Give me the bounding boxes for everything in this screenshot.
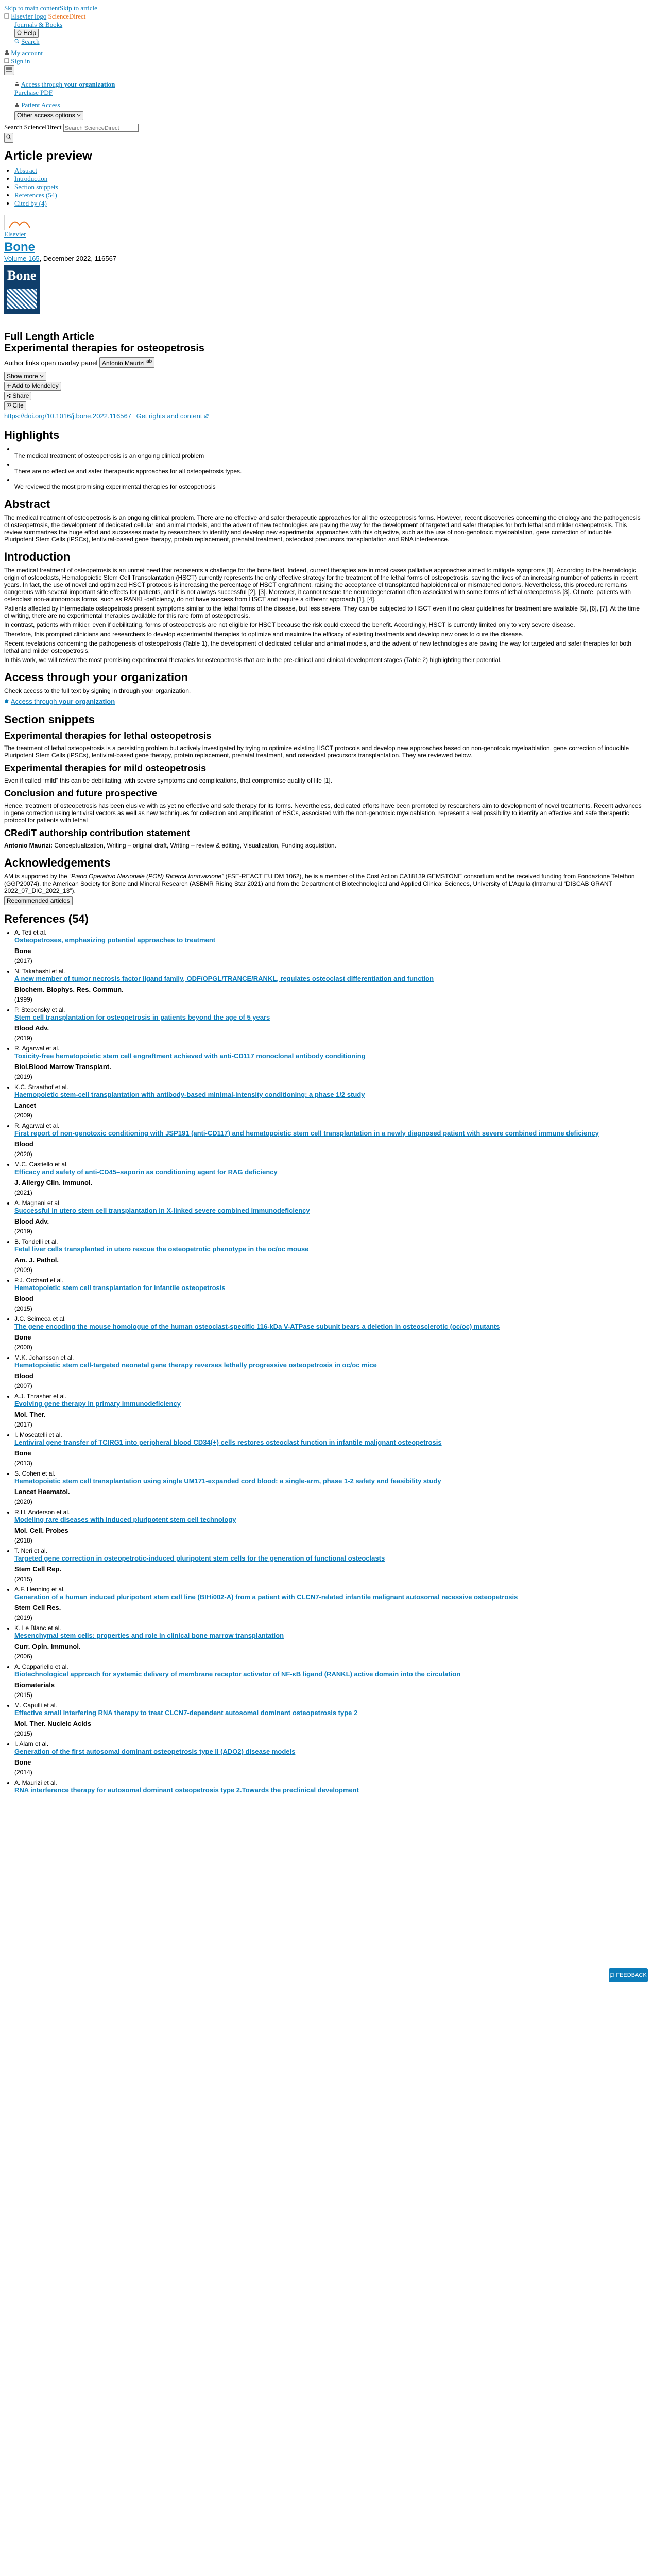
reference-item: [14, 1509, 643, 1544]
reference-year: (2015): [14, 1691, 32, 1699]
reference-year: (2015): [14, 1730, 32, 1738]
credit-heading: CRediT authorship contribution statement: [4, 828, 191, 839]
snippet-heading: Conclusion and future prospective: [4, 788, 158, 799]
journal-name[interactable]: Bone: [4, 240, 35, 255]
reference-author: • I. Moscatelli et al.: [14, 1431, 62, 1439]
reference-author: • K.C. Straathof et al.: [14, 1083, 68, 1091]
intro-paragraph: The medical treatment of osteopetrosis is an unmet need that represents a challenge for the bone field. Indeed, current therapies are in most cases palliative approaches aimed to mitigate symptoms [1]. According to the hematologic origin of osteoclasts, Hematopoietic Stem Cell Transplantation (HSCT) currently represents the only effective strategy for the treatment of the lethal forms of osteopetrosis, saving the lives of an increasing number of patients in recent years. In fact, the use of novel and optimized HSCT protocols is increasing the percentage of HSCT engraftment, raising the acceptance of transplanted haploidentical or mismatched donors. Nevertheless, this procedure remains dangerous with several important side effects for patients, and it is not always successful [2], [3]. Moreover, it cannot rescue the neurodegeneration often associated with some forms of lethal osteopetrosis [3]. Of note, patients with osteoclast non-autonomous forms, such as RANKL-deficiency, do not have success from HSCT and require a different approach [1], [4].: [4, 567, 638, 603]
reference-title-link[interactable]: RNA interference therapy for autosomal dominant osteopetrosis type 2.Towards the preclinical development: [14, 1786, 359, 1794]
chevron-down-icon: [40, 374, 44, 378]
search-input[interactable]: Search ScienceDirect: [63, 124, 139, 132]
article-preview-heading: Article preview: [4, 149, 92, 163]
reference-title-link[interactable]: Hematopoietic stem cell transplantation for infantile osteopetrosis: [14, 1284, 226, 1292]
reference-journal: Blood Adv.: [14, 1024, 49, 1032]
reference-journal: Lancet Haematol.: [14, 1488, 70, 1496]
reference-title-link[interactable]: Successful in utero stem cell transplantation in X-linked severe combined immunodeficiency: [14, 1207, 310, 1215]
access-box-link[interactable]: [11, 698, 115, 705]
journal-cover-art: [7, 289, 37, 309]
menu-button[interactable]: [4, 65, 14, 75]
reference-title-link[interactable]: Efficacy and safety of anti-CD45–saporin as conditioning agent for RAG deficiency: [14, 1168, 278, 1176]
abstract-text: The medical treatment of osteopetrosis is an ongoing clinical problem. There are no effective and safer therapeutic approaches for all the osteopetrosis forms. However, recent discoveries concerning the etiology and the pathogenesis of osteopetrosis, the development of dedicated cellular and animal models, and the advent of new technologies are paving the way for the development of targeted and safer therapies for both lethal and milder osteopetrosis. This review summarizes the huge effort and successes made by researchers to identify and develop new experimental approaches with this objective, such as the use of non-genotoxic myeloablation, gene correction of inducible Pluripotent Stem Cells (iPSCs), lentiviral-based gene therapy, protein replacement, prenatal treatment, osteoclast precursors transplantation and RNA interference.: [4, 514, 641, 544]
credit-statement: [4, 842, 643, 849]
introduction-heading: Introduction: [4, 550, 71, 564]
author-name: Antonio Maurizi: [102, 360, 145, 367]
reference-title-link[interactable]: Effective small interfering RNA therapy to treat CLCN7-dependent autosomal dominant osteopetrosis type 2: [14, 1709, 358, 1717]
reference-item: [14, 1393, 643, 1428]
outline-cited-by-link[interactable]: Cited by (4): [14, 199, 47, 208]
reference-title-link[interactable]: Lentiviral gene transfer of TCIRG1 into peripheral blood CD34(+) cells restores osteoclast function in infantile malignant osteopetrosis: [14, 1438, 442, 1447]
reference-author: • T. Neri et al.: [14, 1547, 48, 1555]
reference-title-link[interactable]: Stem cell transplantation for osteopetrosis in patients beyond the age of 5 years: [14, 1013, 270, 1022]
chevron-down-icon: [77, 113, 81, 117]
reference-title-link[interactable]: First report of non-genotoxic conditioning with JSP191 (anti-CD117) and hematopoietic stem cell transplantation in a newly diagnosed patient with severe combined immune deficiency: [14, 1129, 599, 1138]
reference-title-link[interactable]: Fetal liver cells transplanted in utero rescue the osteopetrotic phenotype in the oc/oc mouse: [14, 1245, 309, 1253]
intro-paragraph: Therefore, this prompted clinicians and researchers to develop experimental therapies to optimize and maximize the efficacy of existing treatments and develop new ones to cure the disease.: [4, 631, 524, 638]
search-link[interactable]: Search: [21, 38, 40, 45]
add-mendeley-label: Add to Mendeley: [12, 382, 59, 390]
reference-item: [14, 929, 643, 964]
access-organization-link[interactable]: [21, 80, 115, 88]
search-icon: [14, 39, 20, 44]
reference-year: (2015): [14, 1575, 32, 1583]
reference-item: [14, 1277, 643, 1312]
journal-cover[interactable]: [4, 265, 40, 314]
access-suffix: your organization: [64, 80, 115, 88]
ack-italic: “Piano Operativo Nazionale (PON) Ricerca Innovazione”: [69, 873, 224, 880]
reference-year: (1999): [14, 996, 32, 1004]
reference-journal: Stem Cell Res.: [14, 1604, 61, 1612]
reference-year: (2019): [14, 1614, 32, 1622]
feedback-label: FEEDBACK: [616, 1972, 647, 1978]
outline-item: [14, 175, 643, 183]
share-label: Share: [12, 392, 29, 400]
share-button[interactable]: [4, 392, 31, 400]
reference-title-link[interactable]: Modeling rare diseases with induced pluripotent stem cell technology: [14, 1516, 236, 1524]
reference-title-link[interactable]: Toxicity-free hematopoietic stem cell engraftment achieved with anti-CD117 monoclonal antibody conditioning: [14, 1052, 366, 1060]
references-heading: References (54): [4, 912, 89, 926]
add-mendeley-button[interactable]: [4, 382, 61, 391]
reference-title-link[interactable]: Osteopetroses, emphasizing potential approaches to treatment: [14, 936, 216, 944]
highlights-list: [4, 445, 643, 490]
reference-author: • M.K. Johansson et al.: [14, 1354, 74, 1362]
reference-journal: Blood: [14, 1140, 33, 1148]
reference-author: • S. Cohen et al.: [14, 1470, 56, 1478]
reference-title-link[interactable]: The gene encoding the mouse homologue of the human osteoclast-specific 116-kDa V-ATPase subunit bears a deletion in osteosclerotic (oc/oc) mutants: [14, 1323, 500, 1331]
sign-in-icon: [4, 58, 9, 63]
highlight-item: [14, 445, 643, 460]
hamburger-icon: [6, 67, 12, 72]
reference-author: • R. Agarwal et al.: [14, 1045, 60, 1053]
snippet-text: Even if called “mild” this can be debilitating, with severe symptoms and complications, that compromise quality of life [1].: [4, 777, 332, 785]
reference-journal: Stem Cell Rep.: [14, 1565, 62, 1573]
search-label: Search ScienceDirect: [4, 123, 62, 131]
reference-title-link[interactable]: Generation of a human induced pluripotent stem cell line (BIHi002-A) from a patient with CLCN7-related infantile malignant autosomal recessive osteopetrosis: [14, 1593, 518, 1601]
reference-journal: Bone: [14, 1758, 31, 1767]
reference-item: [14, 1624, 643, 1660]
reference-item: [14, 968, 643, 1003]
institution-icon: [4, 699, 9, 704]
reference-year: (2020): [14, 1150, 32, 1158]
outline-list: [4, 166, 643, 208]
reference-journal: Bone: [14, 1449, 31, 1458]
reference-year: (2000): [14, 1344, 32, 1351]
quote-icon: [7, 403, 11, 408]
access-box-prefix: Access through: [10, 698, 59, 706]
volume-link[interactable]: Volume 165: [4, 255, 40, 263]
reference-item: [14, 1586, 643, 1621]
reference-journal: Bone: [14, 1333, 31, 1342]
recommended-articles-button[interactable]: Recommended articles: [4, 896, 73, 905]
reference-item: [14, 1161, 643, 1196]
search-submit-icon: [6, 134, 11, 140]
snippet-text: Hence, treatment of osteopetrosis has been elusive with as yet no effective and safe therapy for its forms. Nevertheless, dedicated efforts have been promoted by researchers aim to development of novel treatments. Recent advances in gene correction using lentiviral vectors as well as new techniques for collection and amplification of HSCs, associated with the non-genotoxic myeloablation, represent a real possibility to identify an effective and safe therapeutic protocol for patients with lethal: [4, 802, 642, 824]
reference-journal: J. Allergy Clin. Immunol.: [14, 1179, 93, 1187]
reference-year: (2019): [14, 1073, 32, 1081]
patient-access-link[interactable]: Patient Access: [21, 101, 60, 109]
reference-item: [14, 1122, 643, 1158]
credit-text: Conceptualization, Writing – original draft, Writing – review & editing, Visualization, Funding acquisition.: [52, 842, 336, 850]
reference-author: • A.J. Thrasher et al.: [14, 1393, 67, 1400]
reference-title-link[interactable]: Hematopoietic stem cell-targeted neonatal gene therapy reverses lethally progressive osteopetrosis in oc/oc mice: [14, 1361, 377, 1369]
skip-main-link[interactable]: Skip to main content: [4, 4, 60, 12]
reference-author: • P.J. Orchard et al.: [14, 1277, 64, 1284]
snippet-text: The treatment of lethal osteopetrosis is a persisting problem but actively investigated by trying to optimize existing HSCT protocols and develop new approaches based on non-genotoxic myeloablation, gene correction of inducible Pluripotent Stem Cells (iPSCs), lentiviral-based gene therapy, protein replacement, prenatal treatment, and osteoclast precursors transplantation. They are reviewed below.: [4, 744, 629, 759]
reference-title-link[interactable]: Haemopoietic stem-cell transplantation with antibody-based minimal-intensity conditioning: a phase 1/2 study: [14, 1091, 365, 1099]
external-link-icon: [204, 414, 209, 418]
reference-author: • A.F. Henning et al.: [14, 1586, 65, 1594]
reference-item: [14, 1431, 643, 1467]
reference-item: [14, 1470, 643, 1505]
credit-author: Antonio Maurizi:: [4, 842, 53, 850]
article-title: Experimental therapies for osteopetrosis: [4, 343, 205, 354]
outline-item: [14, 166, 643, 175]
highlight-text: There are no effective and safer therapeutic approaches for all osteopetrosis types.: [14, 468, 242, 476]
references-list: [4, 929, 643, 1794]
reference-author: • B. Tondelli et al.: [14, 1238, 58, 1246]
journals-books-link[interactable]: Journals & Books: [14, 21, 63, 28]
institution-icon: [14, 81, 20, 87]
my-account-link[interactable]: My account: [11, 49, 43, 57]
reference-title-link[interactable]: Generation of the first autosomal dominant osteopetrosis type II (ADO2) disease models: [14, 1748, 296, 1756]
reference-item: [14, 1083, 643, 1119]
reference-journal: Curr. Opin. Immunol.: [14, 1642, 81, 1651]
reference-journal: Blood Adv.: [14, 1217, 49, 1226]
reference-item: [14, 1354, 643, 1389]
account-icon: [4, 50, 9, 55]
cite-button[interactable]: [4, 401, 26, 410]
reference-year: (2007): [14, 1382, 32, 1390]
reference-year: (2017): [14, 957, 32, 965]
reference-author: • R. Agarwal et al.: [14, 1122, 60, 1130]
highlight-text: The medical treatment of osteopetrosis is an ongoing clinical problem: [14, 452, 204, 460]
reference-year: (2013): [14, 1460, 32, 1467]
reference-title-link[interactable]: Hematopoietic stem cell transplantation using single UM171-expanded cord blood: a single-arm, phase 1-2 safety and feasibility study: [14, 1477, 441, 1485]
highlights-heading: Highlights: [4, 429, 60, 442]
reference-journal: Blood: [14, 1295, 33, 1303]
reference-author: • M.C. Castiello et al.: [14, 1161, 68, 1168]
reference-author: • A. Maurizi et al.: [14, 1779, 57, 1787]
reference-title-link[interactable]: Targeted gene correction in osteopetrotic-induced pluripotent stem cells for the generation of functional osteoclasts: [14, 1554, 385, 1563]
access-box-heading: Access through your organization: [4, 671, 188, 684]
reference-title-link[interactable]: Mesenchymal stem cells: properties and role in clinical bone marrow transplantation: [14, 1632, 284, 1640]
reference-journal: Biol.Blood Marrow Transplant.: [14, 1063, 111, 1071]
reference-year: (2015): [14, 1305, 32, 1313]
reference-journal: Mol. Ther.: [14, 1411, 46, 1419]
reference-journal: Mol. Ther. Nucleic Acids: [14, 1720, 92, 1728]
reference-item: [14, 1740, 643, 1776]
outline-references-link[interactable]: References (54): [14, 191, 57, 199]
outline-snippets-link[interactable]: Section snippets: [14, 183, 58, 191]
reference-journal: Biomaterials: [14, 1681, 55, 1689]
feedback-button[interactable]: [609, 1968, 648, 1982]
acknowledgements-heading: Acknowledgements: [4, 856, 111, 870]
reference-title-link[interactable]: A new member of tumor necrosis factor ligand family, ODF/OPGL/TRANCE/RANKL, regulates osteoclast differentiation and function: [14, 975, 434, 983]
reference-author: • K. Le Blanc et al.: [14, 1624, 61, 1632]
reference-author: • N. Takahashi et al.: [14, 968, 65, 975]
highlight-item: [14, 476, 643, 490]
highlight-item: [14, 461, 643, 475]
help-label: Help: [23, 29, 37, 37]
elsevier-publisher-logo-icon: [4, 215, 35, 230]
journal-cover-title: Bone: [7, 268, 37, 283]
feedback-icon: [610, 1973, 614, 1978]
outline-abstract-link[interactable]: Abstract: [14, 166, 38, 175]
sciencedirect-wordmark: ScienceDirect: [48, 12, 86, 20]
reference-title-link[interactable]: Evolving gene therapy in primary immunodeficiency: [14, 1400, 181, 1408]
access-box-suffix: your organization: [59, 698, 115, 706]
skip-article-link[interactable]: Skip to article: [59, 4, 97, 12]
reference-journal: Biochem. Biophys. Res. Commun.: [14, 986, 124, 994]
reference-year: (2014): [14, 1769, 32, 1776]
reference-year: (2019): [14, 1228, 32, 1235]
abstract-heading: Abstract: [4, 498, 50, 511]
other-access-label: Other access options: [17, 112, 75, 119]
show-more-button[interactable]: [4, 372, 46, 381]
ack-post: (FSE-REACT EU DM 1062), he is a member of the Cost Action CA18139 GEMSTONE consortium and he received funding from Fondazione Telethon (GGP20074), the American Society for Bone and Mineral Research (ASBMR Rising Star 2021) and from the Department of Biotechnological and Applied Clinical Sciences, University of L'Aquila (Intramural “DISCAB GRANT 2022_07_DIC_2022_13”).: [4, 873, 635, 895]
patient-icon: [14, 102, 20, 107]
help-icon: [17, 30, 22, 35]
ack-pre: AM is supported by the: [4, 873, 70, 880]
highlight-text: We reviewed the most promising experimental therapies for osteopetrosis: [14, 483, 216, 491]
reference-item: [14, 1547, 643, 1583]
reference-author: • M. Capulli et al.: [14, 1702, 57, 1709]
reference-author: • A. Magnani et al.: [14, 1199, 61, 1207]
reference-journal: Mol. Cell. Probes: [14, 1527, 68, 1535]
plus-icon: [7, 384, 11, 388]
reference-item: [14, 1315, 643, 1351]
reference-author: • R.H. Anderson et al.: [14, 1509, 70, 1516]
intro-paragraph: In contrast, patients with milder, even if debilitating, forms of osteopetrosis are not eligible for HSCT because the risk could exceed the benefit. Accordingly, HSCT is currently limited only to very severe disease.: [4, 621, 575, 629]
other-access-options-button[interactable]: [14, 111, 83, 120]
reference-author: • I. Alam et al.: [14, 1740, 49, 1748]
reference-year: (2019): [14, 1035, 32, 1042]
author-affiliation-sup: ab: [146, 359, 152, 365]
reference-year: (2021): [14, 1189, 32, 1197]
reference-journal: Lancet: [14, 1101, 36, 1110]
outline-introduction-link[interactable]: Introduction: [14, 175, 48, 183]
intro-paragraph: Patients affected by intermediate osteopetrosis present symptoms similar to the lethal forms of the disease, but less severe. They can be subjected to HSCT even if no clear guidelines for treatment are available [5], [6], [7]. At the time of writing, there are no experimental therapies available for this rare form of osteopetrosis.: [4, 605, 640, 620]
reference-year: (2018): [14, 1537, 32, 1545]
outline-item: [14, 199, 643, 208]
intro-paragraph: Recent revelations concerning the pathogenesis of osteopetrosis (Table 1), the development of dedicated cellular and animal models, and the advent of new technologies are paving the way for targeted and safer therapies for both lethal and milder osteopetrosis.: [4, 640, 632, 655]
reference-year: (2017): [14, 1421, 32, 1429]
elsevier-logo-icon[interactable]: [4, 13, 9, 19]
volume-details: , December 2022, 116567: [39, 255, 117, 263]
outline-item: [14, 183, 643, 191]
reference-journal: Bone: [14, 947, 31, 955]
reference-item: [14, 1238, 643, 1274]
reference-year: (2009): [14, 1112, 32, 1120]
search-submit-button[interactable]: [4, 133, 13, 143]
doi-link[interactable]: https://doi.org/10.1016/j.bone.2022.116567: [4, 412, 131, 420]
author-button[interactable]: [99, 357, 154, 368]
share-icon: [7, 394, 11, 398]
reference-item: [14, 1006, 643, 1042]
snippets-heading: Section snippets: [4, 713, 95, 726]
reference-item: [14, 1779, 643, 1794]
sign-in-link[interactable]: Sign in: [11, 57, 30, 65]
reference-year: (2020): [14, 1498, 32, 1506]
reference-author: • A. Teti et al.: [14, 929, 47, 937]
snippet-heading: Experimental therapies for mild osteopetrosis: [4, 763, 207, 774]
article-type: Full Length Article: [4, 331, 94, 343]
reference-title-link[interactable]: Biotechnological approach for systemic delivery of membrane receptor activator of NF-κB ligand (RANKL) active domain into the circulation: [14, 1670, 461, 1679]
reference-item: [14, 1702, 643, 1737]
reference-author: • A. Cappariello et al.: [14, 1663, 68, 1671]
reference-journal: Blood: [14, 1372, 33, 1380]
reference-author: • P. Stepensky et al.: [14, 1006, 65, 1014]
intro-paragraph: In this work, we will review the most promising experimental therapies for osteopetrosis that are in the pre-clinical and clinical development stages (Table 2) highlighting their potential.: [4, 656, 502, 664]
reference-year: (2006): [14, 1653, 32, 1660]
access-box-text: Check access to the full text by signing in through your organization.: [4, 687, 191, 695]
elsevier-logo-link[interactable]: Elsevier logo: [11, 12, 47, 20]
reference-item: [14, 1663, 643, 1699]
reference-item: [14, 1045, 643, 1080]
author-links-label: Author links open overlay panel: [4, 359, 98, 367]
show-more-label: Show more: [7, 372, 38, 380]
snippet-heading: Experimental therapies for lethal osteopetrosis: [4, 731, 212, 741]
cite-label: Cite: [12, 402, 24, 410]
outline-item: [14, 191, 643, 199]
reference-author: • J.C. Scimeca et al.: [14, 1315, 66, 1323]
reference-journal: Am. J. Pathol.: [14, 1256, 59, 1264]
access-prefix: Access through: [21, 80, 64, 88]
reference-year: (2009): [14, 1266, 32, 1274]
rights-link[interactable]: Get rights and content: [136, 412, 202, 420]
acknowledgements-text: [4, 873, 643, 894]
help-button[interactable]: [14, 29, 39, 38]
publisher-link[interactable]: Elsevier: [4, 230, 26, 239]
reference-item: [14, 1199, 643, 1235]
purchase-pdf-link[interactable]: Purchase PDF: [14, 89, 53, 96]
